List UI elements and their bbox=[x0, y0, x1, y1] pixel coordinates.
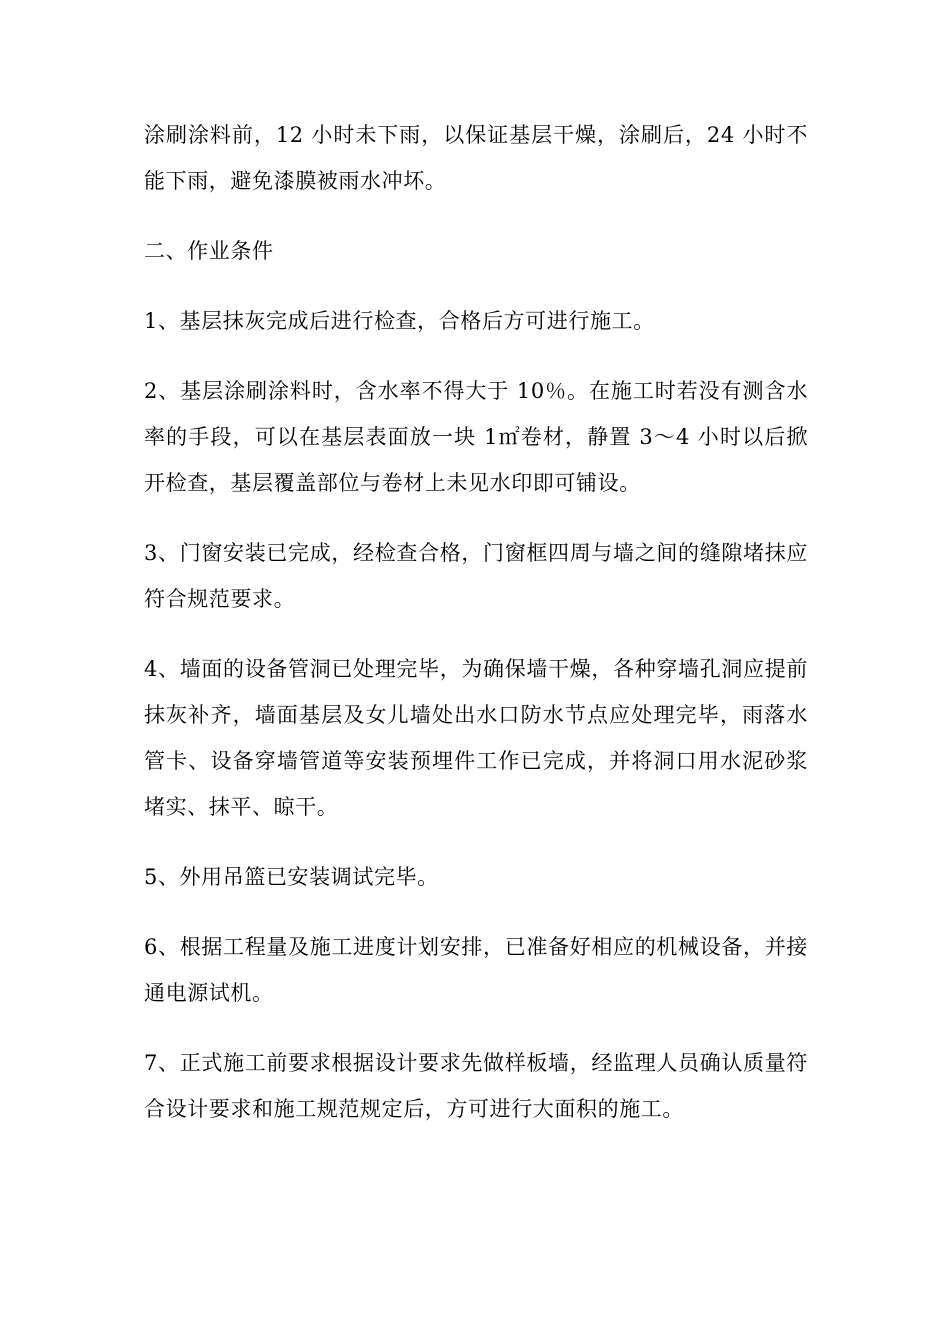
section-heading-work-conditions: 二、作业条件 bbox=[144, 239, 274, 263]
list-item-3: 3、门窗安装已完成，经检查合格，门窗框四周与墙之间的缝隙堵抹应符合规范要求。 bbox=[144, 541, 808, 611]
document-body bbox=[144, 112, 808, 1156]
list-item-4: 4、墙面的设备管洞已处理完毕，为确保墙干燥，各种穿墙孔洞应提前抹灰补齐，墙面基层及女儿墙处出水口防水节点应处理完毕，雨落水管卡、设备穿墙管道等安装预埋件工作已完成，并将洞口用水泥砂浆堵实、抹平、晾干。 bbox=[144, 657, 808, 819]
list-item-2: 2、基层涂刷涂料时，含水率不得大于 10％。在施工时若没有测含水率的手段，可以在基层表面放一块 1㎡卷材，静置 3～4 小时以后掀开检查，基层覆盖部位与卷材上未见水印即可铺设。 bbox=[144, 379, 808, 495]
list-item-7: 7、正式施工前要求根据设计要求先做样板墙，经监理人员确认质量符合设计要求和施工规范规定后，方可进行大面积的施工。 bbox=[144, 1051, 808, 1121]
list-item-6: 6、根据工程量及施工进度计划安排，已准备好相应的机械设备，并接通电源试机。 bbox=[144, 935, 808, 1005]
list-item-1: 1、基层抹灰完成后进行检查，合格后方可进行施工。 bbox=[144, 309, 655, 333]
list-item-5: 5、外用吊篮已安装调试完毕。 bbox=[144, 865, 439, 889]
paragraph-drying-requirement: 涂刷涂料前，12 小时未下雨，以保证基层干燥，涂刷后，24 小时不能下雨，避免漆膜被雨水冲坏。 bbox=[144, 123, 808, 193]
